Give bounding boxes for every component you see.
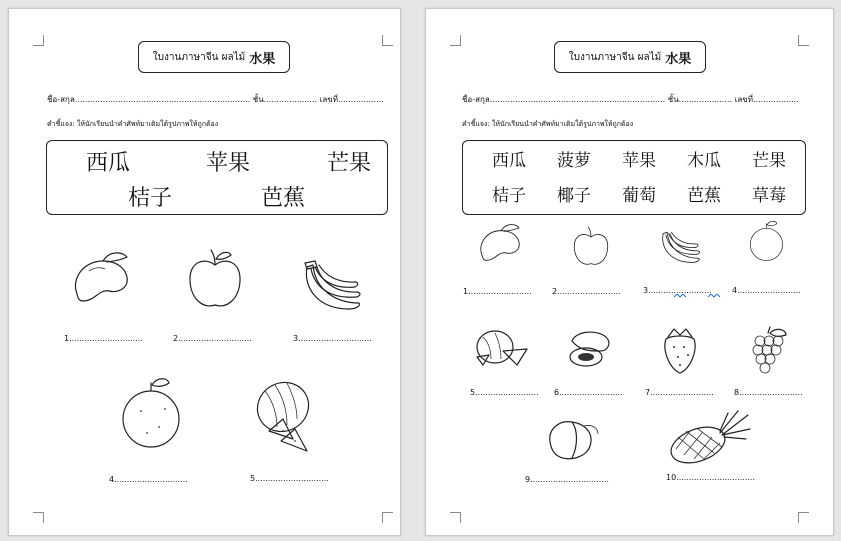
mango-picture	[476, 221, 528, 267]
margin-corner-mark	[798, 35, 809, 46]
coconut-picture	[544, 416, 600, 462]
answer-blank[interactable]: 3.........................	[643, 286, 712, 295]
spellcheck-squiggle	[674, 294, 764, 300]
margin-corner-mark	[450, 512, 461, 523]
student-info-line: ชื่อ-สกุล..................................................................... ชั้น..................... เลขที่..................	[462, 95, 799, 104]
orange-picture	[119, 377, 185, 449]
word-bank	[46, 140, 388, 215]
strawberry-picture	[660, 325, 700, 375]
pineapple-picture	[668, 409, 752, 465]
instruction-text: คำชี้แจง: ให้นักเรียนนำคำศัพท์มาเติมใต้รูปภาพให้ถูกต้อง	[47, 120, 219, 128]
margin-corner-mark	[798, 512, 809, 523]
answer-blank[interactable]: 4.............................	[109, 475, 188, 484]
worksheet-page-2	[425, 8, 834, 536]
word-bank	[462, 140, 806, 215]
word-bank-item: 椰子	[557, 186, 591, 206]
student-info-line: ชื่อ-สกุล..................................................................... ชั้น..................... เลขที่..................	[47, 95, 384, 104]
word-bank-item: 苹果	[622, 151, 656, 171]
word-bank-item: 芭蕉	[261, 186, 306, 211]
watermelon-picture	[473, 327, 529, 367]
answer-blank[interactable]: 2.............................	[173, 334, 252, 343]
answer-blank[interactable]: 1.............................	[64, 334, 143, 343]
word-bank-item: 木瓜	[687, 151, 721, 171]
apple-picture	[571, 225, 611, 269]
answer-blank[interactable]: 2.........................	[552, 287, 621, 296]
title-chinese: 水果	[665, 51, 692, 67]
word-bank-item: 草莓	[752, 186, 786, 206]
title-thai: ใบงานภาษาจีน ผลไม้	[568, 51, 662, 63]
answer-blank[interactable]: 5.........................	[470, 388, 539, 397]
answer-blank[interactable]: 5.............................	[250, 474, 329, 483]
word-bank-item: 葡萄	[622, 186, 656, 206]
orange-picture	[748, 219, 786, 263]
word-bank-item: 芭蕉	[687, 186, 721, 206]
answer-blank[interactable]: 4.........................	[732, 286, 801, 295]
answer-blank[interactable]: 9...............................	[525, 475, 609, 484]
margin-corner-mark	[33, 512, 44, 523]
margin-corner-mark	[382, 512, 393, 523]
banana-picture	[659, 227, 703, 269]
word-bank-item: 桔子	[128, 186, 173, 211]
grapes-picture	[748, 325, 790, 375]
word-bank-item: 西瓜	[492, 151, 526, 171]
word-bank-item: 苹果	[206, 151, 251, 176]
answer-blank[interactable]: 6.........................	[554, 388, 623, 397]
answer-blank[interactable]: 8.........................	[734, 388, 803, 397]
worksheet-title	[554, 41, 706, 73]
margin-corner-mark	[382, 35, 393, 46]
title-chinese: 水果	[249, 51, 276, 67]
watermelon-picture	[249, 377, 319, 459]
banana-picture	[301, 259, 365, 317]
title-thai: ใบงานภาษาจีน ผลไม้	[152, 51, 246, 63]
apple-picture	[185, 247, 245, 313]
mango-picture	[69, 249, 139, 309]
worksheet-title	[138, 41, 290, 73]
word-bank-item: 芒果	[752, 151, 786, 171]
papaya-picture	[566, 329, 614, 369]
instruction-text: คำชี้แจง: ให้นักเรียนนำคำศัพท์มาเติมใต้รูปภาพให้ถูกต้อง	[462, 120, 634, 128]
word-bank-item: 西瓜	[86, 151, 131, 176]
margin-corner-mark	[450, 35, 461, 46]
word-bank-item: 芒果	[327, 151, 372, 176]
answer-blank[interactable]: 1.........................	[463, 287, 532, 296]
worksheet-page-1	[8, 8, 401, 536]
answer-blank[interactable]: 3.............................	[293, 334, 372, 343]
answer-blank[interactable]: 7.........................	[645, 388, 714, 397]
answer-blank[interactable]: 10...............................	[666, 473, 756, 482]
word-bank-item: 桔子	[492, 186, 526, 206]
word-bank-item: 菠萝	[557, 151, 591, 171]
margin-corner-mark	[33, 35, 44, 46]
